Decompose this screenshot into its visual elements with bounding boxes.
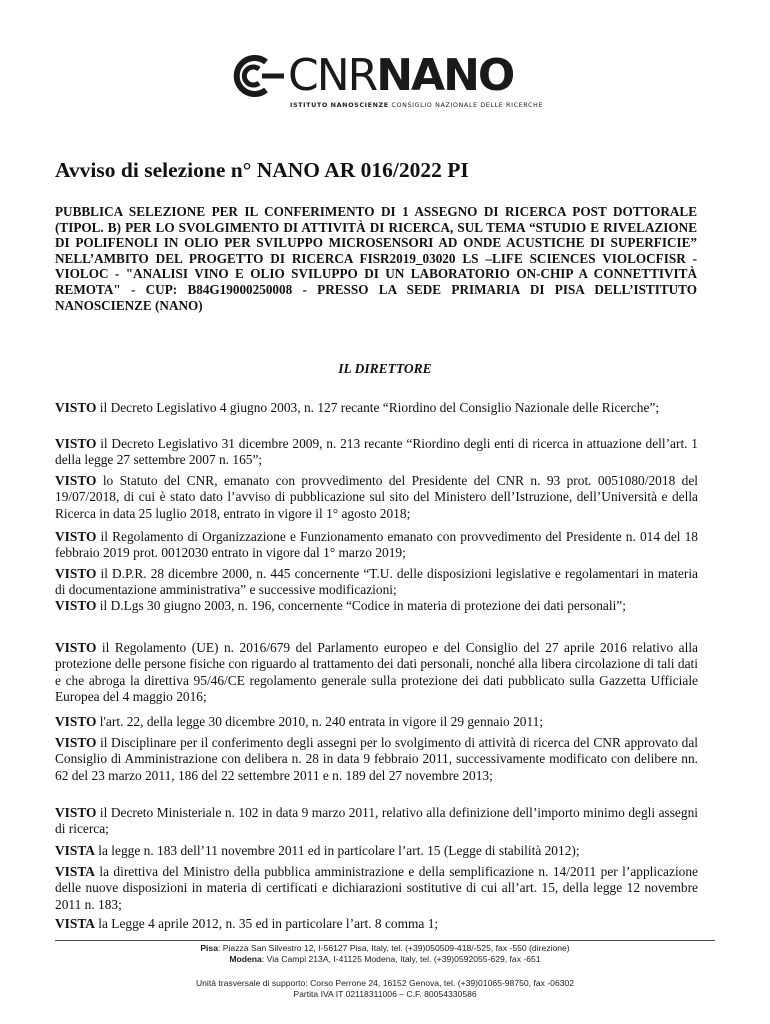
footer-support-unit: Unità trasversale di supporto: Corso Perrone 24, 16152 Genova, tel. (+39)01065-98750, fax -06302 xyxy=(195,978,575,988)
recital-text: il Regolamento di Organizzazione e Funzionamento emanato con provvedimento del Presidente n. 014 del 18 febbraio 2019 prot. 0012030 entrato in vigore dal 1° marzo 2019; xyxy=(55,529,698,561)
logo-brand-bold: NANO xyxy=(376,50,514,101)
recital-keyword: VISTA xyxy=(55,916,95,931)
recital-paragraph xyxy=(55,640,698,706)
recital-paragraph xyxy=(55,436,698,469)
director-heading: IL DIRETTORE xyxy=(338,361,432,376)
recital-paragraph xyxy=(55,714,698,730)
recital-keyword: VISTA xyxy=(55,864,95,879)
recital-paragraph xyxy=(55,805,698,838)
footer-pisa-label: Pisa xyxy=(200,943,218,953)
footer-pisa-address xyxy=(0,943,770,954)
recital-keyword: VISTO xyxy=(55,529,97,544)
logo-brand-light: CNR xyxy=(288,50,377,101)
footer-vat: Partita IVA IT 02118311006 – C.F. 80054330586 xyxy=(293,989,477,999)
logo-subtitle xyxy=(290,101,543,109)
recital-text: il Decreto Legislativo 4 giugno 2003, n. 127 recante “Riordino del Consiglio Nazionale delle Ricerche”; xyxy=(96,400,660,415)
recital-keyword: VISTO xyxy=(55,566,97,581)
recital-paragraph xyxy=(55,843,698,859)
recital-text: lo Statuto del CNR, emanato con provvedimento del Presidente del CNR n. 93 prot. 0051080/2018 del 19/07/2018, di cui è stato dato l’avviso di pubblicazione sul sito del Ministero dell’Istruzione, dell’Università e della Ricerca in data 25 luglio 2018, entrato in vigore il 1° agosto 2018; xyxy=(55,473,698,521)
recital-text: la Legge 4 aprile 2012, n. 35 ed in particolare l’art. 8 comma 1; xyxy=(94,916,439,931)
recital-paragraph xyxy=(55,735,698,784)
recital-keyword: VISTO xyxy=(55,714,97,729)
recital-text: il Decreto Legislativo 31 dicembre 2009, n. 213 recante “Riordino degli enti di ricerca in attuazione dell’art. 1 della legge 27 settembre 2007 n. 165”; xyxy=(55,436,698,468)
recital-text: il Regolamento (UE) n. 2016/679 del Parlamento europeo e del Consiglio del 27 aprile 2016 relativo alla protezione delle persone fisiche con riguardo al trattamento dei dati personali, nonché alla libera circolazione di tali dati e che abroga la direttiva 95/46/CE regolamento generale sulla protezione dei dati pubblicato sulla Gazzetta Ufficiale Europea del 4 maggio 2016; xyxy=(55,640,698,705)
footer-modena-address xyxy=(0,954,770,965)
recital-paragraph xyxy=(55,473,698,522)
notice-subject: PUBBLICA SELEZIONE PER IL CONFERIMENTO DI 1 ASSEGNO DI RICERCA POST DOTTORALE (TIPOL. B) PER LO SVOLGIMENTO DI ATTIVITÀ DI RICERCA, SUL TEMA “STUDIO E RIVELAZIONE DI POLIFENOLI IN OLIO PER SVILUPPO MICROSENSORI AD ONDE ACUSTICHE DI SUPERFICIE” NELL’AMBITO DEL PROGETTO DI RICERCA FISR2019_03020 LS –LIFE SCIENCES VIOLOCFISR - VIOLOC - "ANALISI VINO E OLIO SVILUPPO DI UN LABORATORIO ON-CHIP A CONNETTIVITÀ REMOTA" - CUP: B84G19000250008 - PRESSO LA SEDE PRIMARIA DI PISA DELL’ISTITUTO NANOSCIENZE (NANO) xyxy=(55,204,697,313)
logo-subtitle-bold: ISTITUTO NANOSCIENZE xyxy=(290,101,389,109)
notice-title: Avviso di selezione n° NANO AR 016/2022 PI xyxy=(55,158,469,182)
recital-text: il Decreto Ministeriale n. 102 in data 9 marzo 2011, relativo alla definizione dell’importo minimo degli assegni di ricerca; xyxy=(55,805,698,837)
recital-keyword: VISTO xyxy=(55,735,97,750)
recital-paragraph xyxy=(55,566,698,599)
recital-keyword: VISTO xyxy=(55,473,97,488)
recital-text: il Disciplinare per il conferimento degli assegni per lo svolgimento di attività di ricerca del CNR approvato dal Consiglio di Amministrazione con delibera n. 28 in data 9 febbraio 2011, successivamente modificato con delibere nn. 62 del 23 marzo 2011, 186 del 22 settembre 2011 e n. 189 del 27 novembre 2013; xyxy=(55,735,698,783)
recital-paragraph xyxy=(55,916,698,932)
footer-modena-label: Modena xyxy=(229,954,262,964)
footer-modena-text: : Via Campi 213A, I-41125 Modena, Italy, tel. (+39)0592055-629, fax -651 xyxy=(261,954,541,964)
recital-text: l'art. 22, della legge 30 dicembre 2010, n. 240 entrata in vigore il 29 gennaio 2011; xyxy=(96,714,544,729)
recital-keyword: VISTA xyxy=(55,843,95,858)
recital-text: il D.P.R. 28 dicembre 2000, n. 445 concernente “T.U. delle disposizioni legislative e regolamentari in materia di documentazione amministrativa” e successive modificazioni; xyxy=(55,566,698,598)
recital-keyword: VISTO xyxy=(55,400,97,415)
recital-paragraph xyxy=(55,864,698,913)
recital-paragraph xyxy=(55,400,698,416)
cnr-logo-mark-icon xyxy=(226,54,288,98)
footer-divider xyxy=(55,940,715,941)
logo-subtitle-rest: CONSIGLIO NAZIONALE DELLE RICERCHE xyxy=(391,101,544,109)
recital-keyword: VISTO xyxy=(55,805,97,820)
logo-wordmark xyxy=(288,50,513,102)
recital-keyword: VISTO xyxy=(55,598,97,613)
recital-text: la legge n. 183 dell’11 novembre 2011 ed in particolare l’art. 15 (Legge di stabilità 2012); xyxy=(94,843,580,858)
recital-text: la direttiva del Ministro della pubblica amministrazione e della semplificazione n. 14/2011 per l’applicazione delle nuove disposizioni in materia di certificati e dichiarazioni sostitutive di cui all’art. 15, della legge 12 novembre 2011 n. 183; xyxy=(55,864,698,912)
cnr-nano-logo xyxy=(226,50,544,114)
recital-paragraph xyxy=(55,529,698,562)
recital-paragraph xyxy=(55,598,698,614)
recital-keyword: VISTO xyxy=(55,640,97,655)
recital-keyword: VISTO xyxy=(55,436,97,451)
footer-pisa-text: : Piazza San Silvestro 12, I-56127 Pisa, Italy, tel. (+39)050509-418/-525, fax -550 (direzione) xyxy=(218,943,570,953)
recital-text: il D.Lgs 30 giugno 2003, n. 196, concernente “Codice in materia di protezione dei dati personali”; xyxy=(96,598,626,613)
